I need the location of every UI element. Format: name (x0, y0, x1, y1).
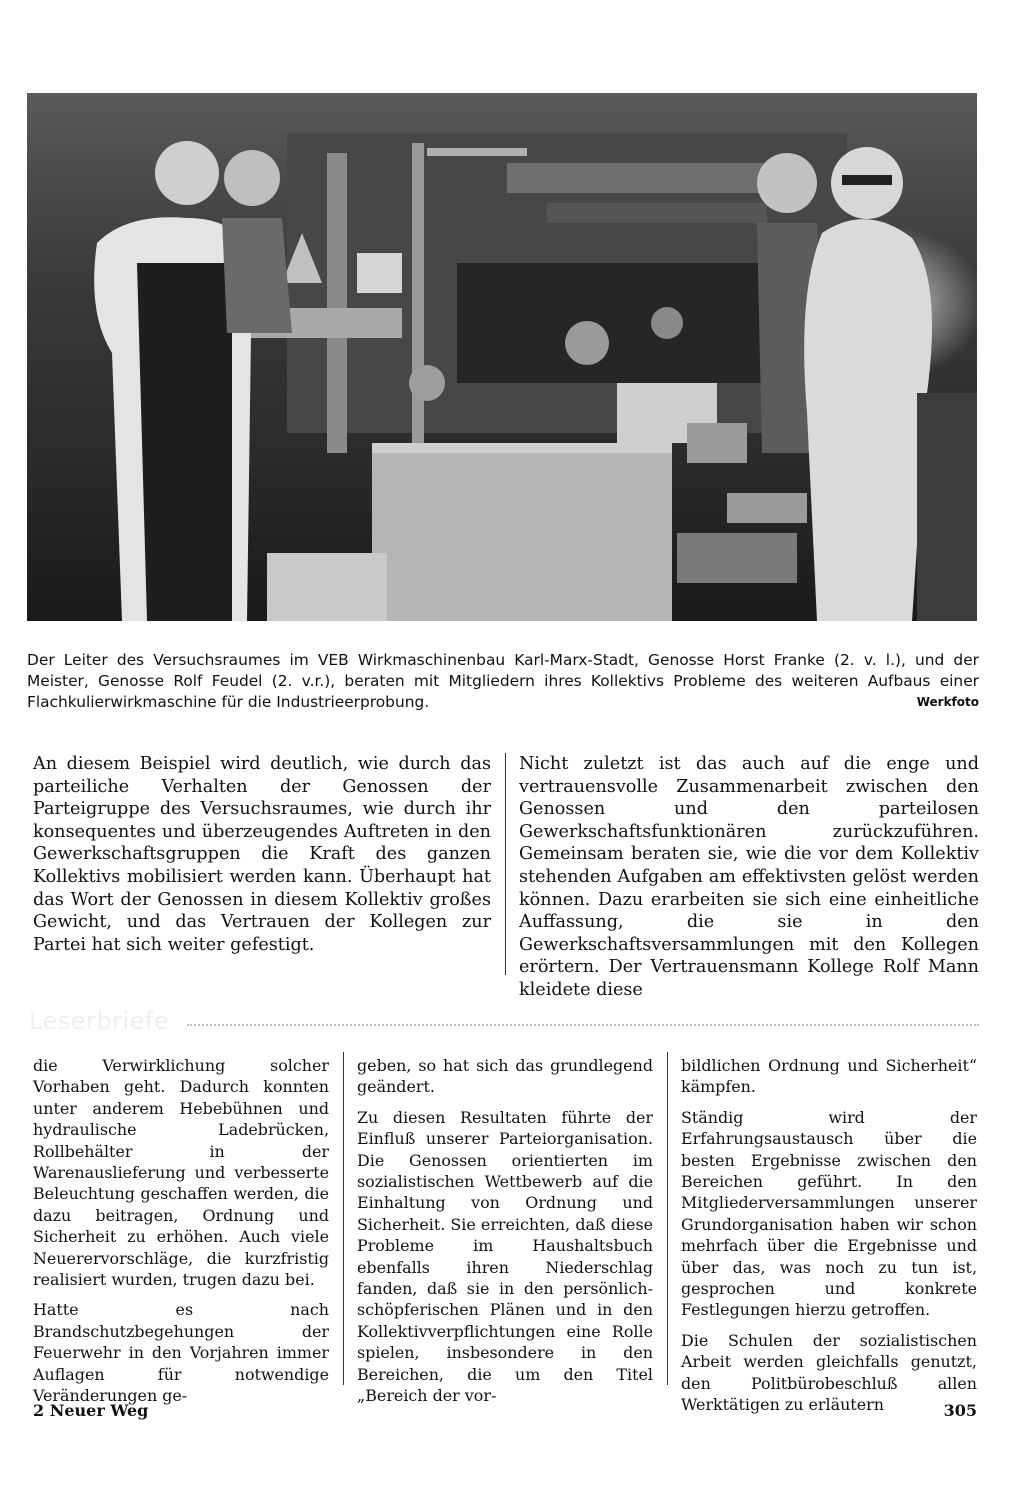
section-divider (187, 1024, 979, 1026)
workshop-photo-icon (27, 93, 977, 621)
photo-credit: Werkfoto (916, 695, 979, 709)
photo-caption (27, 650, 979, 713)
letters-paragraph: Hatte es nach Brandschutzbegehungen der Feuerwehr in den Vorjahren immer Auflagen für notwendige Veränderungen ge- (33, 1300, 329, 1406)
letters-paragraph: geben, so hat sich das grundlegend geändert. (357, 1056, 653, 1097)
letters-paragraph: Ständig wird der Erfahrungsaustausch über die besten Ergebnisse zwischen den Bereichen geführt. In den Mitgliederversammlungen unserer Grundorganisation haben wir schon mehrfach über die Ergebnisse und über das, was noch zu tun ist, gesprochen und konkrete Festlegungen hierzu getroffen. (681, 1107, 977, 1320)
column-divider (667, 1052, 668, 1385)
publication-name: 2 Neuer Weg (33, 1401, 149, 1420)
section-title: Leserbriefe (29, 1007, 170, 1035)
article-paragraph: Nicht zuletzt ist das auch auf die enge und vertrauensvolle Zusammenarbeit zwischen den Genossen und den parteilosen Gewerkschaftsfunktionären zurückzuführen. Gemeinsam beraten sie, wie die vor dem Kollektiv stehenden Aufgaben am effektivsten gelöst werden können. Dazu erarbeiten sie sich eine einheitliche Auffassung, die sie in den Gewerkschaftsversammlungen mit den Kollegen erörtern. Der Vertrauensmann Kollege Rolf Mann kleidete diese (519, 754, 979, 1000)
column-divider (343, 1052, 344, 1385)
letters-column-1 (33, 1055, 329, 1416)
workshop-photo (27, 93, 977, 621)
article-column-1 (33, 753, 491, 956)
section-header (27, 1007, 979, 1037)
article-column-2 (519, 753, 979, 1002)
column-divider (505, 753, 506, 975)
article-paragraph: An diesem Beispiel wird deutlich, wie durch das parteiliche Verhalten der Genossen der Parteigruppe des Versuchsraumes, wie durch ihr konsequentes und überzeugendes Auftreten in den Gewerkschaftsgruppen die Kraft des ganzen Kollektivs mobilisiert werden kann. Überhaupt hat das Wort der Genossen in diesem Kollektiv großes Gewicht, und das Vertrauen der Kollegen zur Partei hat sich weiter gefestigt. (33, 754, 491, 955)
letters-paragraph: Zu diesen Resultaten führte der Einfluß unserer Parteiorganisation. Die Genossen orientierten im sozialistischen Wettbewerb auf die Einhaltung von Ordnung und Sicherheit. Sie erreichten, daß diese Probleme im Haushaltsbuch ebenfalls ihren Niederschlag fanden, daß sie in den persönlich-schöpferischen Plänen und in den Kollektivverpflichtungen eine Rolle spielen, insbesondere in den Bereichen, die um den Titel „Bereich der vor- (357, 1107, 653, 1406)
letters-column-2 (357, 1055, 653, 1416)
caption-text: Der Leiter des Versuchsraumes im VEB Wirkmaschinenbau Karl-Marx-Stadt, Genosse Horst Franke (2. v. l.), und der Meister, Genosse Rolf Feudel (2. v.r.), beraten mit Mitgliedern ihres Kollektivs Probleme des weiteren Aufbaus einer Flachkulierwirkmaschine für die Industrieerprobung. (27, 651, 979, 711)
letters-paragraph: die Verwirklichung solcher Vorhaben geht. Dadurch konnten unter anderem Hebebühnen und hydraulische Ladebrücken, Rollbehälter in der Warenauslieferung und verbesserte Beleuchtung geschaffen werden, die dazu beitragen, Ordnung und Sicherheit zu erhöhen. Auch viele Neuerervorschläge, die kurzfristig realisiert wurden, trugen dazu bei. (33, 1056, 329, 1290)
letters-paragraph: bildlichen Ordnung und Sicherheit“ kämpfen. (681, 1056, 977, 1097)
letters-paragraph: Die Schulen der sozialistischen Arbeit werden gleichfalls genutzt, den Politbürobeschluß allen Werktätigen zu erläutern (681, 1330, 977, 1415)
letters-column-3 (681, 1055, 977, 1425)
page-number: 305 (943, 1401, 977, 1420)
